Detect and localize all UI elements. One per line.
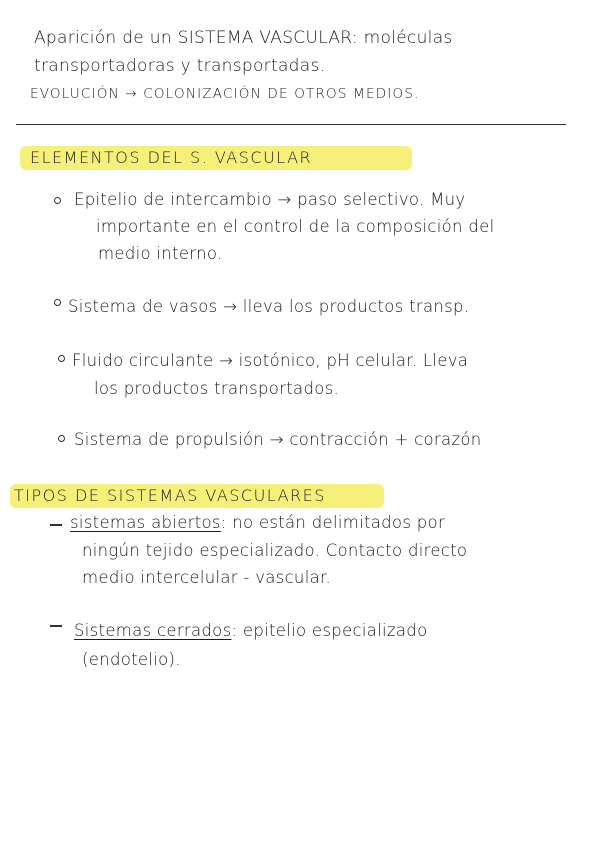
intro-line-3: EVOLUCIÓN → COLONIZACIÓN DE OTROS MEDIOS. bbox=[30, 86, 420, 102]
intro-line-2: transportadoras y transportadas. bbox=[34, 56, 326, 76]
item-open-line-3: medio intercelular - vascular. bbox=[82, 568, 332, 587]
bullet-icon bbox=[58, 355, 65, 362]
dash-icon bbox=[50, 524, 62, 526]
item-1-line-3: medio interno. bbox=[98, 244, 223, 263]
term-sistemas-abiertos: sistemas abiertos bbox=[70, 513, 221, 532]
item-4-line-1: Sistema de propulsión → contracción + corazón bbox=[74, 430, 482, 449]
divider bbox=[16, 124, 566, 125]
bullet-icon bbox=[54, 197, 61, 204]
term-sistemas-cerrados: Sistemas cerrados bbox=[74, 621, 232, 640]
intro-line-1: Aparición de un SISTEMA VASCULAR: moléculas bbox=[34, 28, 453, 48]
bullet-icon bbox=[54, 299, 61, 306]
section-heading-elementos: ELEMENTOS DEL S. VASCULAR bbox=[30, 148, 313, 167]
item-3-line-2: los productos transportados. bbox=[94, 379, 340, 398]
item-open-line-2: ningún tejido especializado. Contacto directo bbox=[82, 541, 468, 560]
item-closed-line-2: (endotelio). bbox=[82, 650, 181, 669]
bullet-icon bbox=[58, 435, 65, 442]
item-1-line-1: Epitelio de intercambio → paso selectivo. Muy bbox=[74, 190, 466, 209]
item-2-line-1: Sistema de vasos → lleva los productos transp. bbox=[68, 297, 470, 316]
item-closed-line-1 bbox=[74, 621, 427, 640]
dash-icon bbox=[50, 625, 62, 627]
item-open-rest: : no están delimitados por bbox=[220, 513, 446, 532]
item-open-line-1 bbox=[70, 513, 445, 532]
item-3-line-1: Fluido circulante → isotónico, pH celular. Lleva bbox=[72, 351, 469, 370]
item-closed-rest: : epitelio especializado bbox=[231, 621, 428, 640]
item-1-line-2: importante en el control de la composición del bbox=[96, 217, 495, 236]
section-heading-tipos: TIPOS DE SISTEMAS VASCULARES bbox=[14, 486, 326, 505]
